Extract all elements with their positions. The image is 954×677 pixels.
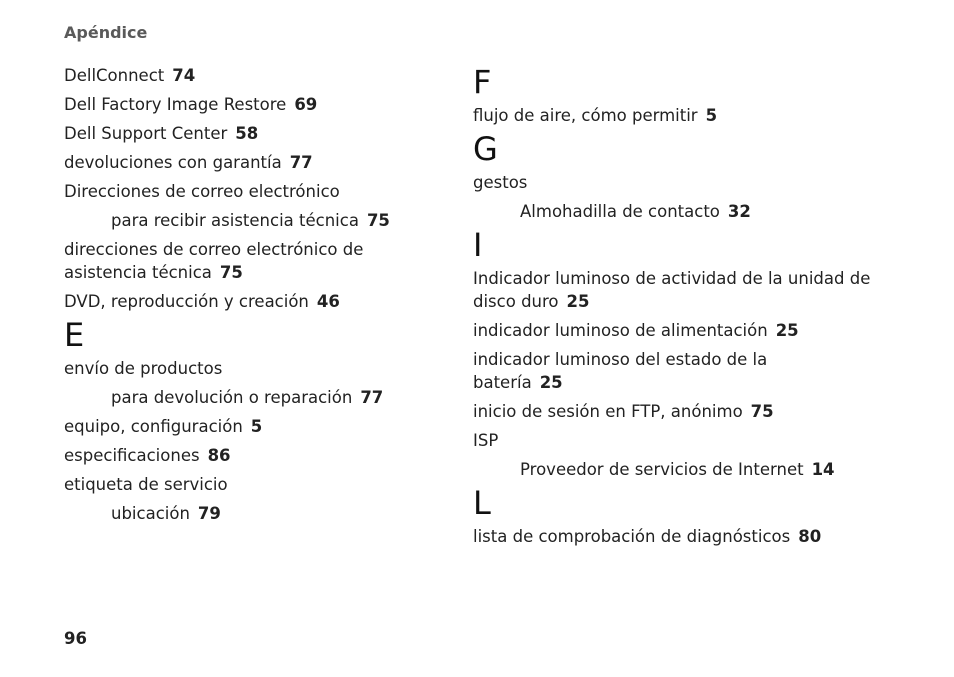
entry-page: 77 — [360, 388, 384, 407]
entry-page: 69 — [294, 95, 318, 114]
entry-text: Direcciones de correo electrónico — [64, 182, 340, 201]
index-entry — [473, 429, 873, 452]
running-header: Apéndice — [64, 23, 148, 42]
entry-text: para devolución o reparación — [111, 388, 353, 407]
entry-text: gestos — [473, 173, 528, 192]
index-subentry — [473, 200, 873, 223]
index-letter-heading: F — [473, 63, 492, 101]
entry-page: 32 — [727, 202, 751, 221]
index-letter-heading: L — [473, 484, 491, 522]
entry-page: 25 — [775, 321, 799, 340]
entry-page: 77 — [289, 153, 313, 172]
entry-text: Indicador luminoso de actividad de la unidad de disco duro — [473, 269, 871, 311]
entry-text: ISP — [473, 431, 499, 450]
entry-text: etiqueta de servicio — [64, 475, 228, 494]
index-entry — [64, 93, 394, 116]
entry-text: Dell Support Center — [64, 124, 228, 143]
entry-page: 46 — [316, 292, 340, 311]
index-entry — [473, 267, 873, 313]
entry-text: Almohadilla de contacto — [520, 202, 720, 221]
index-entry — [64, 64, 394, 87]
entry-page: 74 — [172, 66, 196, 85]
index-entry — [473, 348, 783, 394]
index-entry — [64, 151, 394, 174]
index-column-left — [64, 64, 394, 531]
entry-text: DellConnect — [64, 66, 165, 85]
index-entry — [473, 319, 873, 342]
index-subentry — [64, 502, 394, 525]
entry-text: devoluciones con garantía — [64, 153, 282, 172]
entry-text: flujo de aire, cómo permitir — [473, 106, 698, 125]
entry-page: 86 — [207, 446, 231, 465]
index-entry — [64, 180, 394, 203]
entry-page: 14 — [811, 460, 835, 479]
entry-page: 25 — [566, 292, 590, 311]
page-number: 96 — [64, 629, 87, 648]
index-entry — [64, 415, 394, 438]
entry-page: 75 — [750, 402, 774, 421]
index-letter-heading: I — [473, 226, 483, 264]
entry-text: Dell Factory Image Restore — [64, 95, 287, 114]
entry-text: ubicación — [111, 504, 190, 523]
index-letter-heading: E — [64, 316, 85, 354]
index-entry — [64, 290, 394, 313]
entry-text: envío de productos — [64, 359, 223, 378]
index-entry — [473, 104, 873, 127]
entry-text: direcciones de correo electrónico de asistencia técnica — [64, 240, 364, 282]
index-entry — [473, 171, 873, 194]
entry-text: inicio de sesión en FTP, anónimo — [473, 402, 743, 421]
entry-text: especificaciones — [64, 446, 200, 465]
index-entry — [64, 473, 394, 496]
entry-text: lista de comprobación de diagnósticos — [473, 527, 791, 546]
entry-text: equipo, configuración — [64, 417, 243, 436]
index-subentry — [473, 458, 873, 481]
entry-page: 79 — [197, 504, 221, 523]
index-entry — [64, 444, 394, 467]
entry-page: 58 — [235, 124, 259, 143]
index-subentry — [64, 386, 394, 409]
index-entry — [64, 357, 394, 380]
index-subentry — [64, 209, 394, 232]
entry-page: 75 — [366, 211, 390, 230]
index-letter-heading: G — [473, 130, 498, 168]
index-entry — [473, 400, 873, 423]
entry-page: 80 — [798, 527, 822, 546]
entry-page: 25 — [539, 373, 563, 392]
entry-text: indicador luminoso del estado de la batería — [473, 350, 768, 392]
index-column-right — [473, 64, 873, 554]
index-entry — [64, 238, 394, 284]
entry-text: DVD, reproducción y creación — [64, 292, 309, 311]
entry-page: 75 — [219, 263, 243, 282]
entry-page: 5 — [250, 417, 263, 436]
entry-text: indicador luminoso de alimentación — [473, 321, 768, 340]
entry-text: Proveedor de servicios de Internet — [520, 460, 804, 479]
index-entry — [64, 122, 394, 145]
index-entry — [473, 525, 873, 548]
entry-page: 5 — [705, 106, 718, 125]
entry-text: para recibir asistencia técnica — [111, 211, 359, 230]
